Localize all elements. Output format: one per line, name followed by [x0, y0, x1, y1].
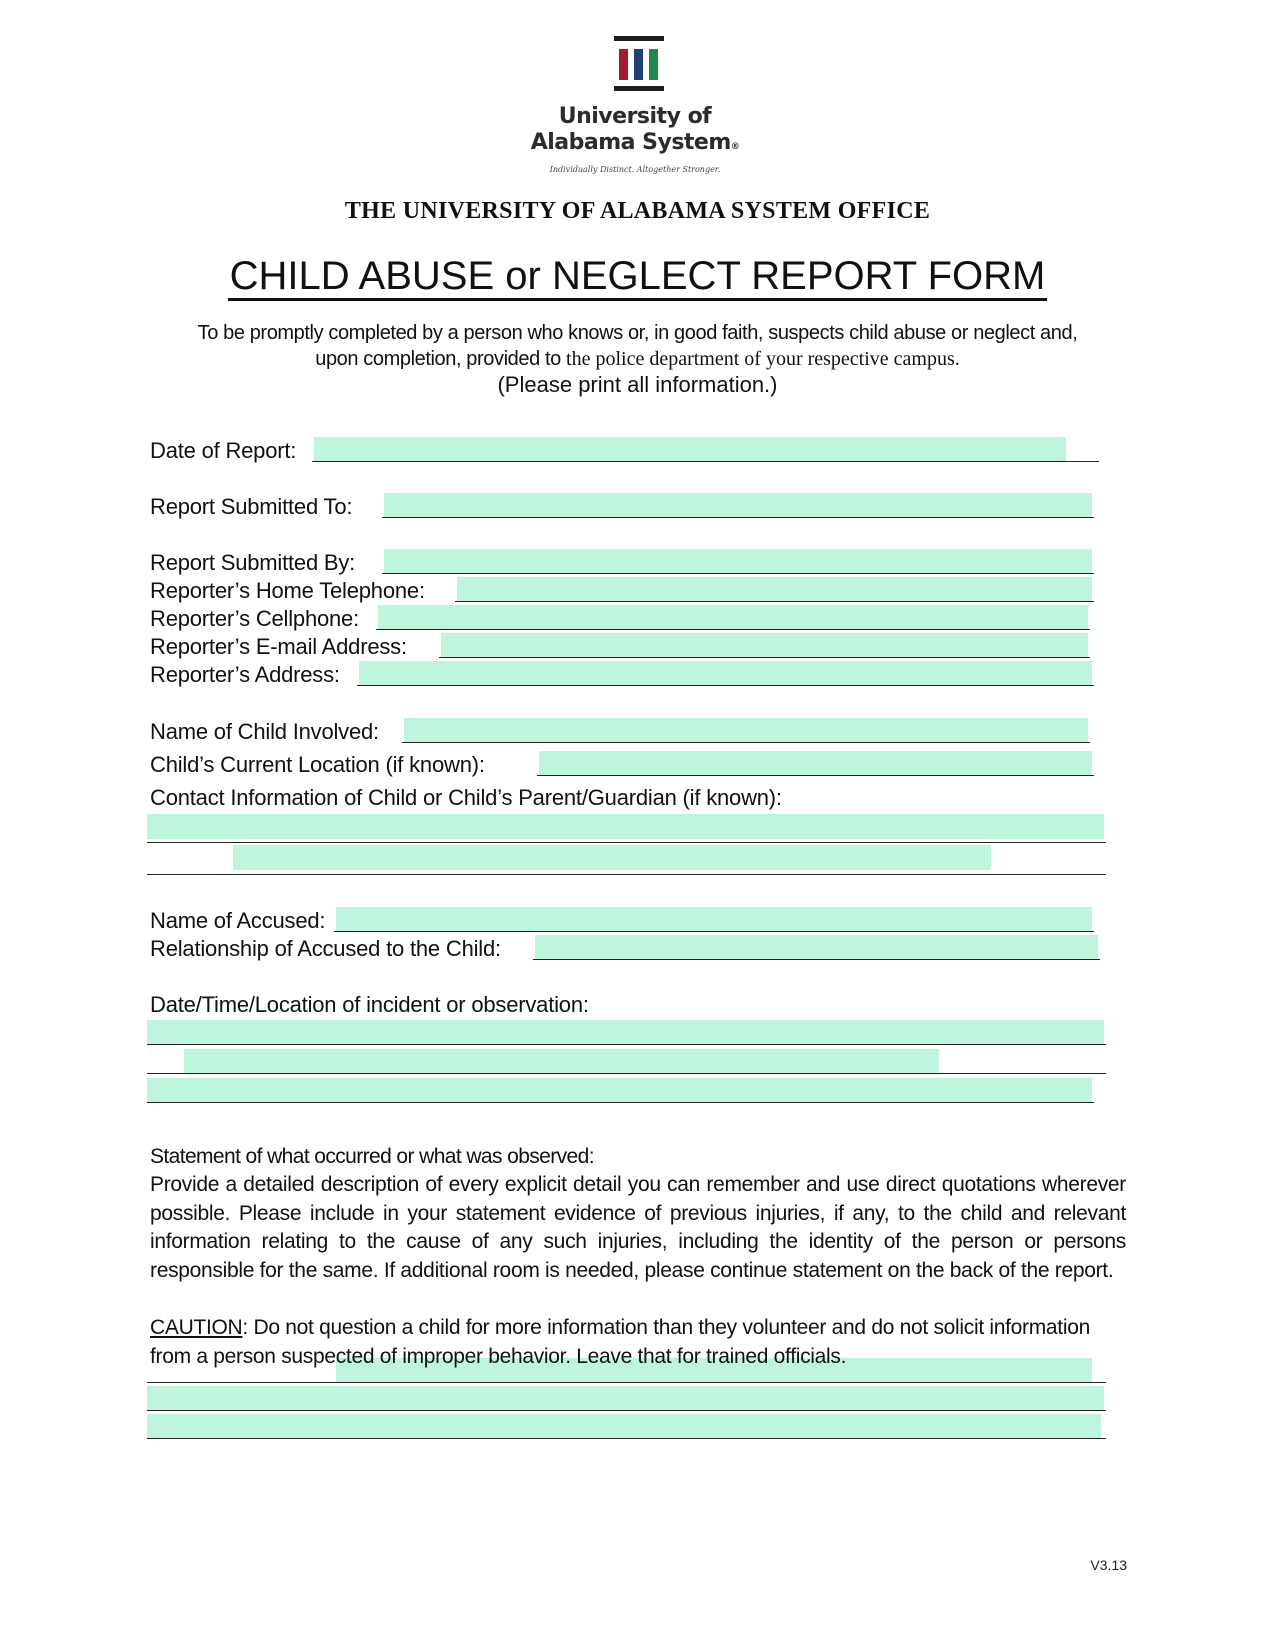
office-heading: THE UNIVERSITY OF ALABAMA SYSTEM OFFICE — [344, 198, 931, 224]
logo-name-line2: Alabama System® — [530, 130, 740, 155]
accused-name-field[interactable] — [336, 907, 1092, 932]
report-submitted-by-underline — [382, 573, 1094, 574]
form-title: CHILD ABUSE or NEGLECT REPORT FORM — [0, 252, 1275, 300]
report-submitted-to-underline — [382, 517, 1094, 518]
logo-wordmark — [500, 104, 770, 160]
statement-field-3[interactable] — [147, 1414, 1101, 1439]
incident-field-1[interactable] — [147, 1020, 1104, 1045]
contact-info-field-1[interactable] — [147, 814, 1104, 839]
version-label: V3.13 — [1090, 1557, 1127, 1573]
cellphone-label: Reporter’s Cellphone: — [150, 606, 360, 631]
logo-navy-stripe — [634, 49, 643, 80]
statement-heading: Statement of what occurred or what was observed: — [150, 1145, 594, 1168]
date-of-report-field[interactable] — [314, 437, 1066, 462]
report-submitted-to-field[interactable] — [384, 493, 1092, 518]
registered-mark: ® — [730, 142, 740, 152]
incident-underline-1 — [147, 1044, 1106, 1045]
intro-line-3: (Please print all information.) — [497, 372, 778, 397]
contact-info-underline-1 — [147, 842, 1106, 843]
statement-underline-3 — [147, 1438, 1106, 1439]
accused-relationship-field[interactable] — [535, 935, 1098, 960]
accused-relationship-underline — [533, 959, 1100, 960]
incident-field-2[interactable] — [184, 1049, 939, 1074]
caution-label: CAUTION — [150, 1316, 243, 1339]
child-name-label: Name of Child Involved: — [150, 719, 379, 744]
child-name-underline — [402, 742, 1090, 743]
accused-name-label: Name of Accused: — [150, 908, 326, 933]
incident-field-3[interactable] — [147, 1078, 1092, 1103]
address-field[interactable] — [359, 661, 1092, 686]
incident-underline-3 — [147, 1102, 1094, 1103]
incident-underline-2 — [147, 1073, 1106, 1074]
university-logo-mark — [614, 36, 664, 92]
logo-green-stripe — [649, 49, 658, 80]
child-location-underline — [537, 775, 1094, 776]
intro-line-1: To be promptly completed by a person who knows or, in good faith, suspects child abuse or neglect and, — [197, 322, 1078, 344]
report-submitted-by-label: Report Submitted By: — [150, 550, 356, 575]
child-location-field[interactable] — [539, 751, 1092, 776]
email-field[interactable] — [441, 633, 1088, 658]
logo-bottom-bar — [614, 86, 664, 91]
home-telephone-label: Reporter’s Home Telephone: — [150, 578, 425, 603]
logo-top-bar — [614, 36, 664, 41]
logo-tagline: Individually Distinct. Altogether Stronger. — [549, 165, 721, 174]
home-telephone-underline — [455, 601, 1094, 602]
logo-crimson-stripe — [619, 49, 628, 80]
address-underline — [357, 685, 1094, 686]
child-name-field[interactable] — [404, 718, 1088, 743]
contact-info-underline-2 — [147, 874, 1106, 875]
contact-info-field-2[interactable] — [233, 845, 991, 870]
contact-info-label: Contact Information of Child or Child’s Parent/Guardian (if known): — [150, 785, 782, 810]
statement-field-2[interactable] — [147, 1386, 1104, 1411]
accused-name-underline — [334, 931, 1094, 932]
report-submitted-by-field[interactable] — [384, 549, 1092, 574]
incident-label: Date/Time/Location of incident or observation: — [150, 992, 589, 1017]
address-label: Reporter’s Address: — [150, 662, 340, 687]
cellphone-underline — [376, 629, 1090, 630]
email-underline — [439, 657, 1090, 658]
statement-underline-2 — [147, 1410, 1106, 1411]
cellphone-field[interactable] — [378, 605, 1088, 630]
caution-note: CAUTION: Do not question a child for more information than they volunteer and do not solicit information from a person suspected of improper behavior. Leave that for trained officials. — [150, 1316, 1090, 1368]
intro-line-2: upon completion, provided to the police department of your respective campus. — [315, 348, 960, 370]
date-of-report-underline — [312, 461, 1099, 462]
home-telephone-field[interactable] — [457, 577, 1092, 602]
statement-instructions: Provide a detailed description of every explicit detail you can remember and use direct quotations wherever possible. Please include in your statement evidence of previous injuries, if any, to the child and relevant information relating to the cause of any such injuries, including the identity of the person or persons responsible for the same. If additional room is needed, please continue statement on the back of the report. — [150, 1173, 1126, 1282]
statement-underline-1 — [147, 1382, 1106, 1383]
report-submitted-to-label: Report Submitted To: — [150, 494, 353, 519]
child-location-label: Child’s Current Location (if known): — [150, 752, 485, 777]
accused-relationship-label: Relationship of Accused to the Child: — [150, 936, 501, 961]
email-label: Reporter’s E-mail Address: — [150, 634, 407, 659]
logo-name-line1: University of — [558, 104, 712, 129]
date-of-report-label: Date of Report: — [150, 438, 297, 463]
